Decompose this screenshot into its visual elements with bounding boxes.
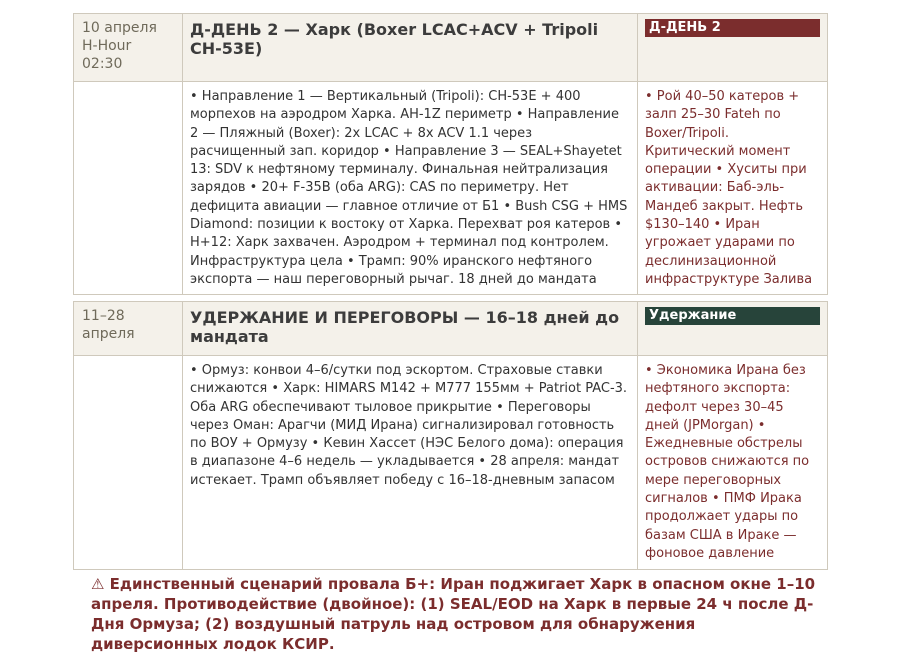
phase-risks: • Экономика Ирана без нефтяного экспорта: дефолт через 30–45 дней (JPMorgan) • Ежедневные обстрелы островов снижаются по мере переговорных сигналов • ПМФ Ирака продолжает удары по базам США в Ираке — фоновое давление: [645, 363, 810, 561]
phase-badge: Удержание: [645, 307, 820, 325]
phase-risks: • Рой 40–50 катеров + залп 25–30 Fateh по Boxer/Tripoli. Критический момент операции • Хуситы при активации: Баб-эль-Мандеб закрыт. Нефть $130–140 • Иран угрожает ударами по деслинизационной инфраструктуре Залива: [645, 89, 813, 287]
phase-details: • Ормуз: конвои 4–6/сутки под эскортом. Страховые ставки снижаются • Харк: HIMARS M142 + M777 155мм + Patriot PAC-3. Оба ARG обеспечивают тыловое прикрытие • Переговоры через Оман: Арагчи (МИД Ирана) сигнализировал готовность по ВОУ + Ормузу • Кевин Хассет (НЭС Белого дома): операция в диапазоне 4–6 недель — укладывается • 28 апреля: мандат истекает. Трамп объявляет победу с 16–18-дневным запасом: [183, 356, 638, 569]
phase-date: [74, 14, 183, 81]
phase-block-holding: [73, 301, 828, 570]
phase-badge-cell: [638, 14, 827, 81]
phase-date: [74, 302, 183, 355]
phase-badge: Д-ДЕНЬ 2: [645, 19, 820, 37]
date-line: H-Hour: [82, 38, 132, 54]
phase-details: • Направление 1 — Вертикальный (Tripoli): CH-53E + 400 морпехов на аэродром Харка. AH-1Z периметр • Направление 2 — Пляжный (Boxer): 2x LCAC + 8x ACV 1.1 через расчищенный зап. коридор • Направление 3 — SEAL+Shayetet 13: SDV к нефтяному терминалу. Финальная нейтрализация зарядов • 20+ F-35B (оба ARG): CAS по периметру. Нет дефицита авиации — главное отличие от Б1 • Bush CSG + HMS Diamond: позиции к востоку от Харка. Перехват роя катеров • H+12: Харк захвачен. Аэродром + терминал под контролем. Инфраструктура цела • Трамп: 90% иранского нефтяного экспорта — наш переговорный рычаг. 18 дней до мандата: [183, 82, 638, 294]
date-line: 02:30: [82, 56, 123, 72]
phase-title: УДЕРЖАНИЕ И ПЕРЕГОВОРЫ — 16–18 дней до мандата: [183, 302, 638, 355]
date-line: 11–28: [82, 308, 125, 324]
date-line: апреля: [82, 326, 135, 342]
empty-cell: [74, 356, 183, 569]
phase-body-row: [74, 81, 827, 294]
failure-scenario-warning: ⚠ Единственный сценарий провала Б+: Иран поджигает Харк в опасном окне 1–10 апреля. Противодействие (двойное): (1) SEAL/EOD на Харк в первые 24 ч после Д-Дня Ормуза; (2) воздушный патруль над островом для обнаружения диверсионных лодок КСИР.: [91, 575, 816, 653]
date-line: 10 апреля: [82, 20, 157, 36]
empty-cell: [74, 82, 183, 294]
phase-block-d-day-2: [73, 13, 828, 295]
phase-badge-cell: [638, 302, 827, 355]
phase-body-row: [74, 355, 827, 569]
phase-header-row: [74, 302, 827, 355]
phase-title: Д-ДЕНЬ 2 — Харк (Boxer LCAC+ACV + Tripoli CH-53E): [183, 14, 638, 81]
phase-header-row: [74, 14, 827, 81]
